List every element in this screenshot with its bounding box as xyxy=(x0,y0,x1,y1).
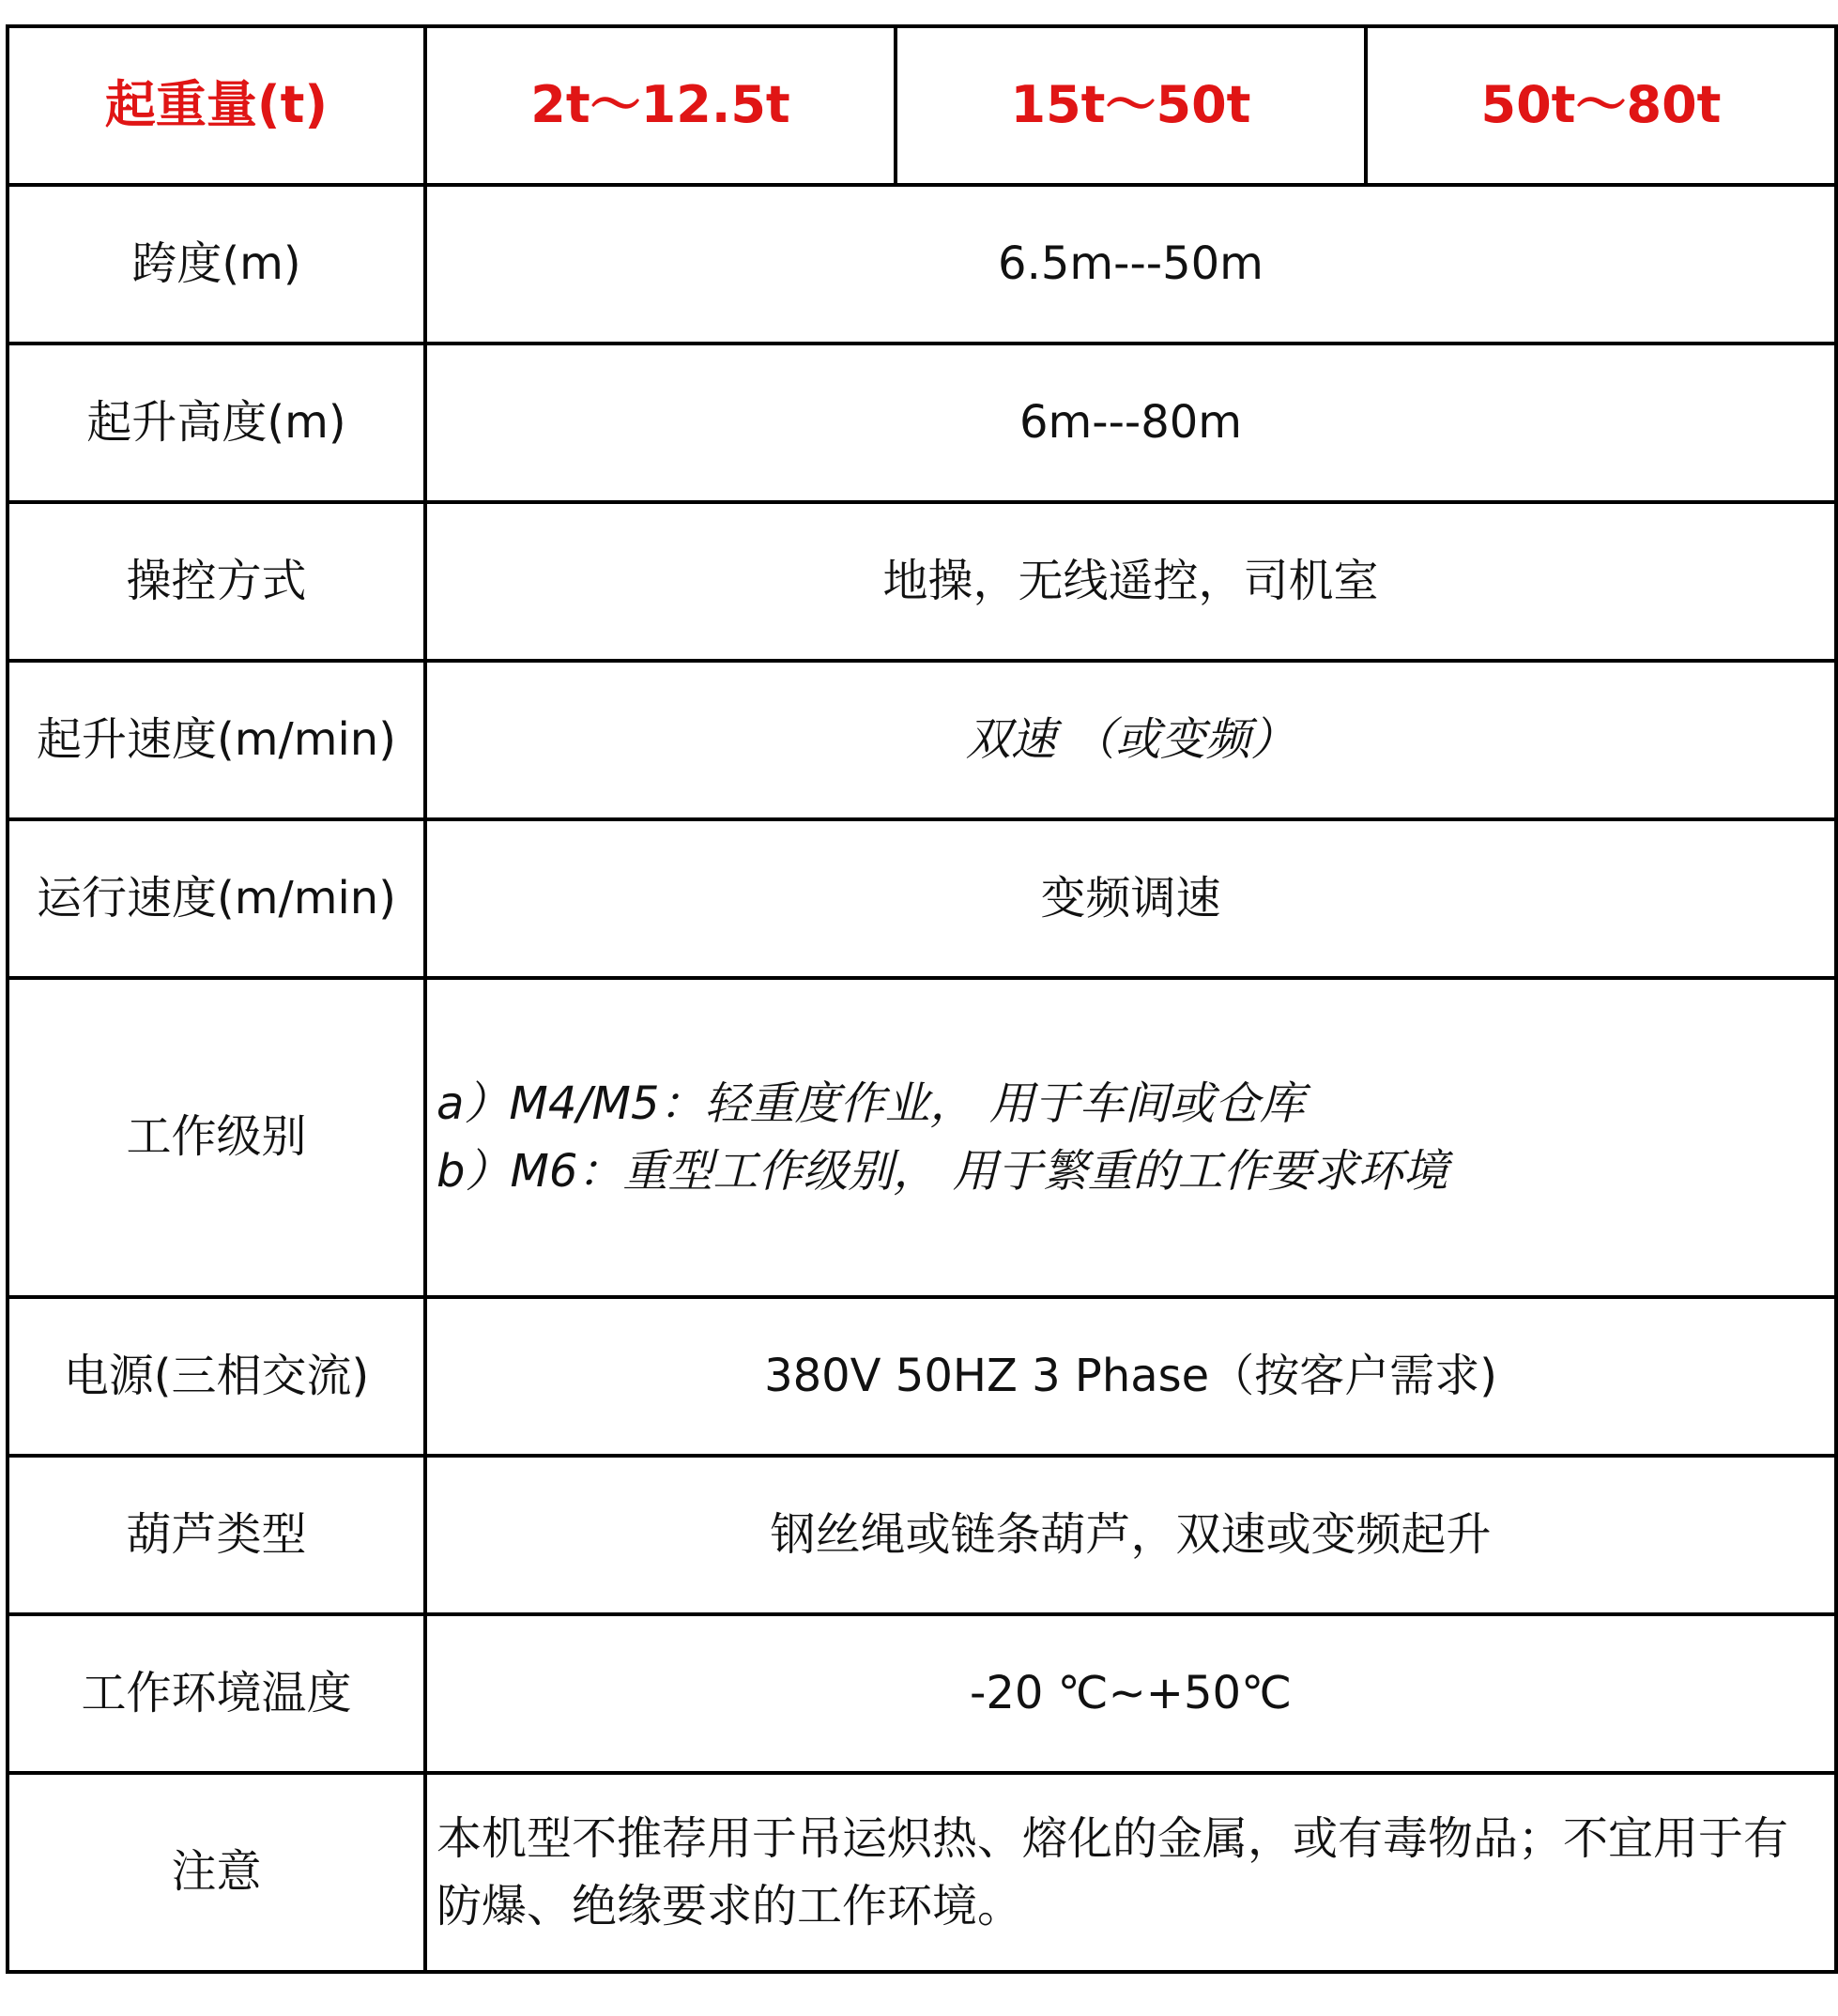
spec-table xyxy=(6,24,1838,1974)
lift-height-value: 6m---80m xyxy=(425,344,1836,502)
control-mode-value: 地操，无线遥控，司机室 xyxy=(425,502,1836,661)
lift-speed-label: 起升速度(m/min) xyxy=(8,661,425,819)
hoist-type-row xyxy=(8,1456,1836,1614)
control-mode-row xyxy=(8,502,1836,661)
work-class-label: 工作级别 xyxy=(8,978,425,1297)
lift-speed-value: 双速 （或变频） xyxy=(425,661,1836,819)
power-label: 电源(三相交流) xyxy=(8,1297,425,1456)
control-mode-label: 操控方式 xyxy=(8,502,425,661)
temperature-label: 工作环境温度 xyxy=(8,1614,425,1773)
header-row xyxy=(8,26,1836,185)
capacity-label: 起重量(t) xyxy=(8,26,425,185)
work-class-line-b: b）M6：重型工作级别， 用于繁重的工作要求环境 xyxy=(437,1145,1448,1198)
hoist-type-label: 葫芦类型 xyxy=(8,1456,425,1614)
hoist-type-value: 钢丝绳或链条葫芦，双速或变频起升 xyxy=(425,1456,1836,1614)
lift-speed-row xyxy=(8,661,1836,819)
note-text: 本机型不推荐用于吊运炽热、熔化的金属，或有毒物品；不宜用于有防爆、绝缘要求的工作环境。 xyxy=(425,1773,1836,1972)
note-row xyxy=(8,1773,1836,1972)
span-label: 跨度(m) xyxy=(8,185,425,344)
travel-speed-row xyxy=(8,819,1836,978)
lift-height-row xyxy=(8,344,1836,502)
temperature-value: -20 ℃~+50℃ xyxy=(425,1614,1836,1773)
power-value: 380V 50HZ 3 Phase（按客户需求) xyxy=(425,1297,1836,1456)
capacity-col-3: 50t～80t xyxy=(1366,26,1836,185)
travel-speed-value: 变频调速 xyxy=(425,819,1836,978)
work-class-line-a: a）M4/M5：轻重度作业， 用于车间或仓库 xyxy=(437,1077,1305,1130)
lift-height-label: 起升高度(m) xyxy=(8,344,425,502)
temperature-row xyxy=(8,1614,1836,1773)
work-class-value xyxy=(425,978,1836,1297)
capacity-col-1: 2t～12.5t xyxy=(425,26,896,185)
span-row xyxy=(8,185,1836,344)
travel-speed-label: 运行速度(m/min) xyxy=(8,819,425,978)
capacity-col-2: 15t～50t xyxy=(896,26,1366,185)
work-class-row xyxy=(8,978,1836,1297)
span-value: 6.5m---50m xyxy=(425,185,1836,344)
note-label: 注意 xyxy=(8,1773,425,1972)
power-row xyxy=(8,1297,1836,1456)
